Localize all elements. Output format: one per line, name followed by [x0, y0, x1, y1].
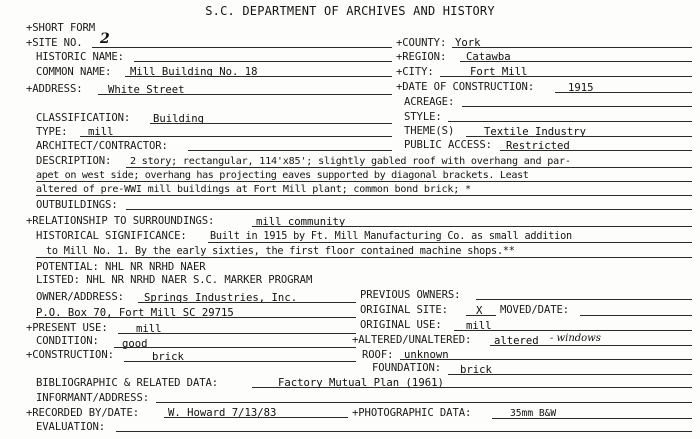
- significance-label: HISTORICAL SIGNIFICANCE:: [36, 230, 187, 242]
- foundation-rule: [448, 374, 692, 375]
- listed-line: LISTED: NHL NR NRHD NAER S.C. MARKER PROGRAM: [36, 274, 313, 286]
- owner-rule: [138, 302, 356, 303]
- foundation-value: brick: [460, 364, 492, 376]
- altered-rule: [490, 345, 692, 346]
- description-line-1: 2 story; rectangular, 114'x85'; slightly gabled roof with overhang and par-: [130, 156, 571, 167]
- bibliographic-rule: [252, 387, 692, 388]
- city-value: Fort Mill: [470, 66, 528, 78]
- owner-label: OWNER/ADDRESS:: [36, 291, 124, 303]
- previous-owners-rule: [476, 299, 692, 300]
- architect-rule: [188, 150, 392, 151]
- region-label: +REGION:: [396, 51, 447, 63]
- description-line-2: apet on west side; overhang has projecting eaves supported by diagonal brackets. Least: [36, 170, 529, 181]
- region-value: Catawba: [466, 51, 511, 63]
- address-rule: [98, 94, 392, 95]
- county-label: +COUNTY:: [396, 37, 447, 49]
- description-rule-2: [36, 181, 692, 182]
- condition-value: good: [122, 338, 148, 350]
- construction-label: +CONSTRUCTION:: [26, 349, 114, 361]
- altered-note: - windows: [550, 333, 601, 344]
- common-name-label: COMMON NAME:: [36, 66, 112, 78]
- moved-date-rule: [580, 315, 692, 316]
- original-site-rule: [466, 315, 496, 316]
- county-rule: [452, 47, 692, 48]
- type-label: TYPE:: [36, 126, 68, 138]
- photographic-rule: [492, 418, 692, 419]
- theme-value: Textile Industry: [484, 126, 587, 138]
- page-title: S.C. DEPARTMENT OF ARCHIVES AND HISTORY: [205, 4, 495, 18]
- owner-value: Springs Industries, Inc.: [144, 292, 298, 304]
- common-name-value: Mill Building No. 18: [130, 66, 258, 78]
- address-label: +ADDRESS:: [26, 83, 83, 95]
- classification-label: CLASSIFICATION:: [36, 112, 131, 124]
- present-use-value: mill: [136, 323, 162, 335]
- classification-rule: [150, 123, 392, 124]
- relationship-rule: [252, 226, 692, 227]
- moved-date-label: MOVED/DATE:: [500, 304, 570, 316]
- photographic-label: +PHOTOGRAPHIC DATA:: [352, 407, 472, 419]
- acreage-label: ACREAGE:: [404, 96, 455, 108]
- style-label: STYLE:: [404, 111, 442, 123]
- public-access-rule: [500, 150, 692, 151]
- date-construction-value: 1915: [568, 82, 594, 94]
- historic-name-label: HISTORIC NAME:: [36, 51, 124, 63]
- outbuildings-rule: [126, 209, 692, 210]
- construction-value: brick: [152, 351, 184, 363]
- theme-rule: [466, 136, 692, 137]
- recorded-label: +RECORDED BY/DATE:: [26, 407, 140, 419]
- significance-rule-1: [208, 242, 692, 243]
- roof-rule: [400, 359, 692, 360]
- site-no-label: +SITE NO.: [26, 37, 83, 49]
- description-rule-1: [126, 167, 692, 168]
- roof-value: unknown: [404, 349, 449, 361]
- site-no-value: 2: [100, 31, 110, 47]
- altered-label: +ALTERED/UNALTERED:: [352, 334, 472, 346]
- address-value: White Street: [108, 84, 185, 96]
- description-label: DESCRIPTION:: [36, 155, 112, 167]
- recorded-value: W. Howard 7/13/83: [168, 407, 277, 419]
- description-rule-3: [36, 195, 692, 196]
- original-use-rule: [454, 330, 692, 331]
- outbuildings-label: OUTBUILDINGS:: [36, 199, 118, 211]
- short-form-label: +SHORT FORM: [26, 22, 96, 34]
- informant-label: INFORMANT/ADDRESS:: [36, 392, 150, 404]
- photographic-value: 35mm B&W: [510, 408, 557, 419]
- condition-label: CONDITION:: [36, 335, 99, 347]
- site-no-rule: [92, 47, 392, 48]
- theme-label: THEME(S): [404, 125, 455, 137]
- significance-rule-2: [36, 257, 692, 258]
- previous-owners-label: PREVIOUS OWNERS:: [360, 289, 461, 301]
- relationship-value: mill community: [256, 216, 346, 228]
- architect-label: ARCHITECT/CONTRACTOR:: [36, 140, 168, 152]
- city-label: +CITY:: [396, 66, 434, 78]
- region-rule: [460, 61, 692, 62]
- city-rule: [440, 76, 692, 77]
- present-use-rule: [118, 333, 356, 334]
- common-name-rule: [125, 76, 392, 77]
- type-value: mill: [88, 126, 114, 138]
- date-construction-rule: [555, 92, 692, 93]
- altered-value: altered: [494, 335, 539, 347]
- potential-line: POTENTIAL: NHL NR NRHD NAER: [36, 261, 206, 273]
- type-rule: [80, 136, 392, 137]
- significance-line-2: to Mill No. 1. By the early sixties, the first floor contained machine shops.**: [46, 246, 515, 257]
- significance-line-1: Built in 1915 by Ft. Mill Manufacturing Co. as small addition: [210, 231, 572, 242]
- date-construction-label: +DATE OF CONSTRUCTION:: [396, 81, 535, 93]
- historic-name-rule: [134, 61, 392, 62]
- original-use-label: ORIGINAL USE:: [360, 319, 442, 331]
- description-line-3: altered of pre-WWI mill buildings at Fort Mill plant; common bond brick; *: [36, 184, 471, 195]
- original-site-value: X: [476, 305, 483, 317]
- recorded-rule: [164, 417, 348, 418]
- foundation-label: FOUNDATION:: [372, 362, 442, 374]
- relationship-label: +RELATIONSHIP TO SURROUNDINGS:: [26, 215, 215, 227]
- bibliographic-value: Factory Mutual Plan (1961): [278, 377, 444, 389]
- bibliographic-label: BIBLIOGRAPHIC & RELATED DATA:: [36, 377, 219, 389]
- style-rule: [448, 121, 692, 122]
- classification-value: Building: [153, 113, 205, 125]
- original-use-value: mill: [466, 320, 492, 332]
- present-use-label: +PRESENT USE:: [26, 322, 108, 334]
- condition-rule: [114, 347, 356, 348]
- original-site-label: ORIGINAL SITE:: [360, 304, 448, 316]
- evaluation-rule: [116, 431, 692, 432]
- acreage-rule: [462, 106, 692, 107]
- county-value: York: [455, 37, 481, 49]
- public-access-value: Restricted: [506, 140, 570, 152]
- construction-rule: [124, 361, 356, 362]
- owner-address: P.O. Box 70, Fort Mill SC 29715: [36, 307, 234, 319]
- evaluation-label: EVALUATION:: [36, 421, 106, 433]
- roof-label: ROOF:: [362, 349, 394, 361]
- informant-rule: [156, 402, 692, 403]
- owner-address-rule: [36, 317, 356, 318]
- public-access-label: PUBLIC ACCESS:: [404, 139, 492, 151]
